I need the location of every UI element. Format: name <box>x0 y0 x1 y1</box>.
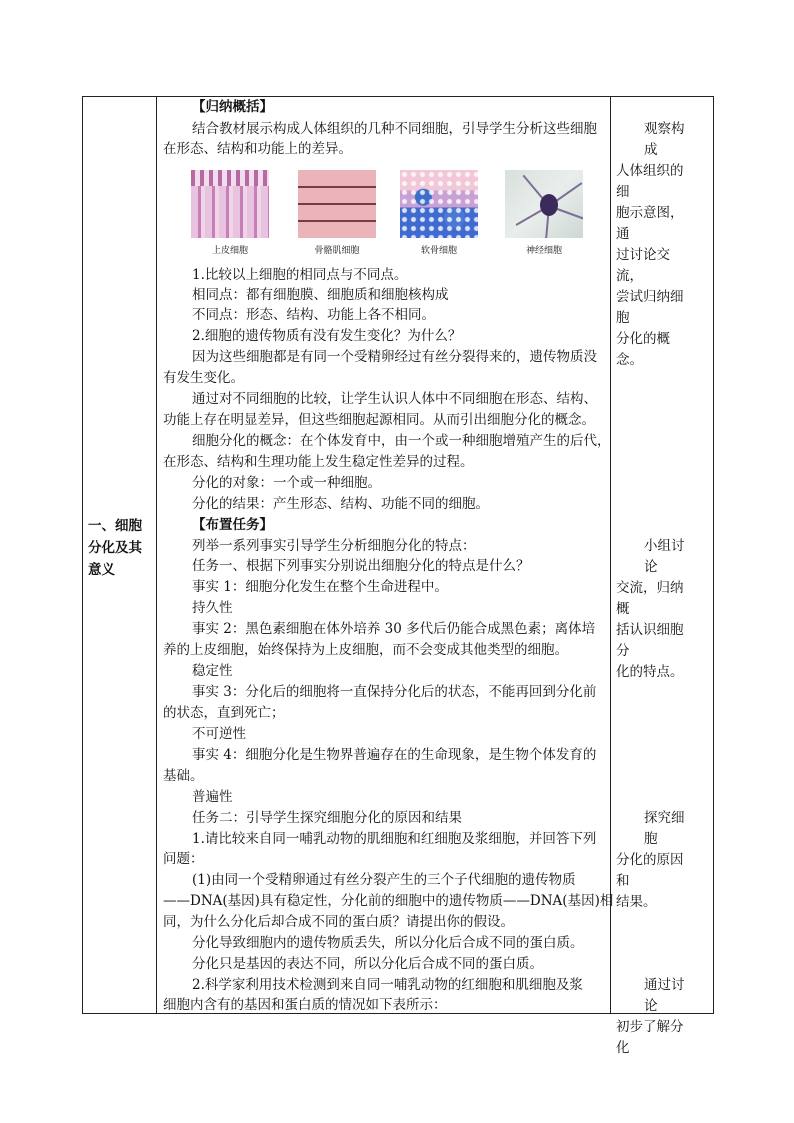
question: 1.比较以上细胞的相同点与不同点。 <box>192 267 408 283</box>
question: (1)由同一个受精卵通过有丝分裂产生的三个子代细胞的遗传物质 <box>192 872 576 888</box>
nerve-cell-image <box>505 170 583 238</box>
fact-answer: 不可逆性 <box>192 726 246 742</box>
design-note-1: 观察构成 人体组织的细 胞示意图，通 过讨论交流， 尝试归纳细胞 分化的概念。 <box>616 121 685 368</box>
notes-column <box>610 97 713 1056</box>
task-intro: 列举一系列事实引导学生分析细胞分化的特点： <box>192 538 476 554</box>
differentiation-result: 分化的结果：产生形态、结构、功能不同的细胞。 <box>192 496 489 512</box>
hypothesis: 分化只是基因的表达不同，所以分化后合成不同的蛋白质。 <box>192 956 543 972</box>
paragraph: 结合教材展示构成人体组织的几种不同细胞，引导学生分析这些细胞 <box>192 121 597 137</box>
paragraph: 功能上存在明显差异，但这些细胞起源相同。从而引出细胞分化的概念。 <box>163 412 595 428</box>
question: 细胞内含有的基因和蛋白质的情况如下表所示： <box>163 997 447 1013</box>
answer-same: 相同点：都有细胞膜、细胞质和细胞核构成 <box>192 287 449 303</box>
design-note-4: 通过讨论 初步了解分化 <box>616 977 685 1056</box>
definition: 在形态、结构和生理功能上发生稳定性差异的过程。 <box>163 454 474 470</box>
lesson-table <box>82 96 714 1056</box>
task-two: 任务二：引导学生探究细胞分化的原因和结果 <box>192 810 462 826</box>
fact: 事实 4：细胞分化是生物界普遍存在的生命现象，是生物个体发育的 <box>192 747 597 763</box>
answer: 有发生变化。 <box>163 370 244 386</box>
question: ——DNA(基因)具有稳定性，分化前的细胞中的遗传物质——DNA(基因)相 <box>163 893 614 909</box>
question: 问题： <box>163 851 204 867</box>
epithelial-cell-image <box>191 170 269 238</box>
content-column <box>156 97 614 1013</box>
design-note-3: 探究细胞 分化的原因和 结果。 <box>616 810 685 910</box>
fact: 的状态，直到死亡； <box>163 705 285 721</box>
image-caption: 神经细胞 <box>525 246 562 256</box>
answer: 因为这些细胞都是有同一个受精卵经过有丝分裂得来的，遗传物质没 <box>192 349 597 365</box>
definition: 细胞分化的概念：在个体发育中，由一个或一种细胞增殖产生的后代， <box>192 433 611 449</box>
differentiation-object: 分化的对象：一个或一种细胞。 <box>192 475 381 491</box>
section-column <box>83 97 156 1013</box>
question: 2.细胞的遗传物质有没有发生变化？为什么？ <box>192 328 462 344</box>
fact-answer: 持久性 <box>192 600 233 616</box>
fact: 养的上皮细胞，始终保持为上皮细胞，而不会变成其他类型的细胞。 <box>163 642 568 658</box>
paragraph: 通过对不同细胞的比较，让学生认识人体中不同细胞在形态、结构、 <box>192 391 597 407</box>
fact: 事实 3：分化后的细胞将一直保持分化后的状态，不能再回到分化前 <box>192 684 597 700</box>
fact: 事实 1：细胞分化发生在整个生命进程中。 <box>192 579 448 595</box>
cartilage-cell-image <box>400 170 478 238</box>
question: 1.请比较来自同一哺乳动物的肌细胞和红细胞及浆细胞，并回答下列 <box>192 831 597 847</box>
fact: 基础。 <box>163 768 204 784</box>
image-caption: 骨骼肌细胞 <box>314 246 360 256</box>
answer-diff: 不同点：形态、结构、功能上各不相同。 <box>192 307 435 323</box>
cell-images <box>191 170 591 254</box>
image-caption: 上皮细胞 <box>211 246 248 256</box>
fact: 事实 2：黑色素细胞在体外培养 30 多代后仍能合成黑色素；离体培 <box>192 621 596 637</box>
heading-summary: 【归纳概括】 <box>192 99 273 115</box>
question: 2.科学家利用技术检测到来自同一哺乳动物的红细胞和肌细胞及浆 <box>192 977 583 993</box>
image-caption: 软骨细胞 <box>420 246 457 256</box>
fact-answer: 稳定性 <box>192 663 233 679</box>
heading-task: 【布置任务】 <box>192 517 273 533</box>
question: 同，为什么分化后却合成不同的蛋白质？请提出你的假设。 <box>163 914 514 930</box>
task-one: 任务一、根据下列事实分别说出细胞分化的特点是什么？ <box>192 558 530 574</box>
skeletal-muscle-cell-image <box>298 170 376 238</box>
hypothesis: 分化导致细胞内的遗传物质丢失，所以分化后合成不同的蛋白质。 <box>192 935 584 951</box>
paragraph: 在形态、结构和功能上的差异。 <box>163 141 352 157</box>
fact-answer: 普遍性 <box>192 789 233 805</box>
section-title: 一、细胞分化及其意义 <box>88 518 142 578</box>
design-note-2: 小组讨论 交流，归纳概 括认识细胞分 化的特点。 <box>616 538 685 680</box>
